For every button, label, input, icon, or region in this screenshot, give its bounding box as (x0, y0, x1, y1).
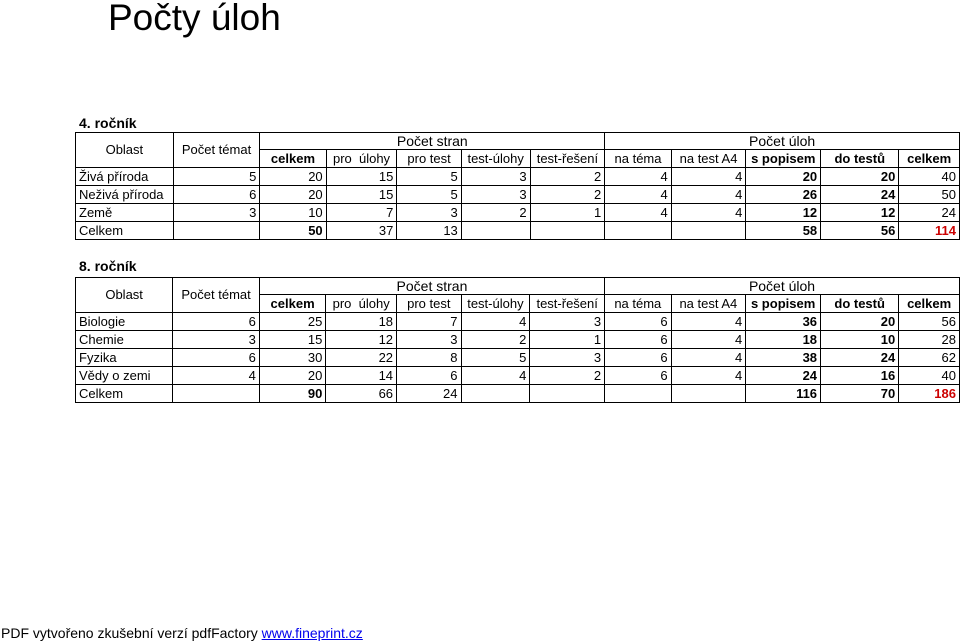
cell-uloh-celkem: 50 (899, 186, 960, 204)
table-row (76, 204, 960, 222)
cell-uloh-celkem: 56 (899, 313, 960, 331)
cell-grand-total: 114 (899, 222, 960, 240)
cell-pro-test: 3 (397, 204, 461, 222)
cell-test-ulohy: 4 (461, 367, 530, 385)
column-header-pocet-temat: Počet témat (173, 278, 260, 313)
cell-pro-ulohy: 22 (326, 349, 397, 367)
cell-do-testu: 12 (821, 204, 899, 222)
cell-na-test-a4: 4 (671, 349, 746, 367)
cell-na-tema: 6 (605, 349, 672, 367)
cell-uloh-celkem: 40 (899, 168, 960, 186)
cell-pro-ulohy: 15 (326, 186, 397, 204)
cell-pocet-temat: 3 (173, 331, 260, 349)
cell-pro-test: 13 (397, 222, 461, 240)
cell-test-reseni: 2 (530, 186, 605, 204)
column-header-test-ulohy: test-úlohy (461, 295, 530, 313)
cell-do-testu: 24 (821, 349, 899, 367)
cell-stran-celkem: 20 (260, 168, 326, 186)
column-header-pocet-uloh: Počet úloh (605, 133, 960, 150)
cell-do-testu: 20 (821, 313, 899, 331)
cell-pro-ulohy: 66 (326, 385, 397, 403)
row-label: Biologie (76, 313, 173, 331)
cell-pro-test: 24 (397, 385, 461, 403)
cell-pocet-temat: 3 (173, 204, 260, 222)
cell-test-ulohy: 4 (461, 313, 530, 331)
column-header-oblast: Oblast (76, 133, 174, 168)
row-label: Neživá příroda (76, 186, 174, 204)
cell-do-testu: 10 (821, 331, 899, 349)
row-label: Živá příroda (76, 168, 174, 186)
cell-s-popisem: 36 (746, 313, 821, 331)
cell-stran-celkem: 90 (259, 385, 325, 403)
column-header-oblast: Oblast (76, 278, 173, 313)
cell-na-tema: 6 (605, 367, 672, 385)
table-total-row (76, 222, 960, 240)
cell-na-tema: 4 (605, 168, 671, 186)
cell-uloh-celkem: 24 (899, 204, 960, 222)
section-heading-8-rocnik: 8. ročník (79, 258, 137, 274)
table-row (76, 349, 960, 367)
column-header-na-tema: na téma (605, 295, 672, 313)
footer-text: PDF vytvořeno zkušební verzí pdfFactory (1, 625, 262, 641)
column-header-test-ulohy: test-úlohy (461, 150, 530, 168)
cell-stran-celkem: 20 (259, 367, 325, 385)
cell-na-test-a4 (671, 222, 746, 240)
footer-note (1, 624, 363, 642)
column-header-pocet-stran: Počet stran (259, 278, 604, 295)
cell-s-popisem: 12 (746, 204, 821, 222)
cell-test-reseni: 3 (530, 349, 605, 367)
table-row (76, 313, 960, 331)
cell-uloh-celkem: 28 (899, 331, 960, 349)
table-row (76, 367, 960, 385)
row-label: Vědy o zemi (76, 367, 173, 385)
cell-test-reseni: 1 (530, 204, 605, 222)
column-header-pro-test: pro test (397, 150, 461, 168)
cell-na-tema: 4 (605, 204, 671, 222)
cell-stran-celkem: 50 (260, 222, 326, 240)
column-header-stran-celkem: celkem (259, 295, 325, 313)
column-header-test-reseni: test-řešení (530, 295, 605, 313)
cell-na-test-a4 (671, 385, 746, 403)
column-header-do-testu: do testů (821, 295, 899, 313)
cell-s-popisem: 26 (746, 186, 821, 204)
cell-stran-celkem: 30 (259, 349, 325, 367)
cell-stran-celkem: 20 (260, 186, 326, 204)
cell-pro-ulohy: 37 (326, 222, 397, 240)
page-title: Počty úloh (108, 0, 281, 38)
cell-do-testu: 24 (821, 186, 899, 204)
cell-pocet-temat: 6 (173, 186, 260, 204)
column-header-na-test-a4: na test A4 (671, 295, 746, 313)
cell-uloh-celkem: 40 (899, 367, 960, 385)
cell-na-tema (605, 385, 672, 403)
cell-na-test-a4: 4 (671, 367, 746, 385)
cell-pro-test: 6 (397, 367, 461, 385)
cell-test-ulohy: 3 (461, 168, 530, 186)
cell-na-test-a4: 4 (671, 168, 746, 186)
row-label: Celkem (76, 385, 173, 403)
row-label: Země (76, 204, 174, 222)
column-header-pro-test: pro test (397, 295, 461, 313)
cell-stran-celkem: 15 (259, 331, 325, 349)
cell-pro-test: 5 (397, 168, 461, 186)
cell-pro-test: 3 (397, 331, 461, 349)
cell-s-popisem: 24 (746, 367, 821, 385)
table-row (76, 168, 960, 186)
cell-pro-test: 7 (397, 313, 461, 331)
cell-pro-ulohy: 15 (326, 168, 397, 186)
cell-test-ulohy (461, 385, 530, 403)
cell-na-test-a4: 4 (671, 186, 746, 204)
column-header-test-reseni: test-řešení (530, 150, 605, 168)
table-header-row (76, 133, 960, 150)
cell-test-reseni: 3 (530, 313, 605, 331)
cell-test-reseni: 2 (530, 168, 605, 186)
table-row (76, 331, 960, 349)
table-4-rocnik (75, 132, 960, 240)
cell-pro-test: 8 (397, 349, 461, 367)
column-header-pocet-uloh: Počet úloh (605, 278, 960, 295)
cell-do-testu: 70 (821, 385, 899, 403)
cell-na-tema: 6 (605, 331, 672, 349)
cell-test-reseni (530, 385, 605, 403)
cell-pro-ulohy: 7 (326, 204, 397, 222)
table-header-row (76, 278, 960, 295)
cell-na-tema: 6 (605, 313, 672, 331)
cell-test-reseni (530, 222, 605, 240)
column-header-uloh-celkem: celkem (899, 295, 960, 313)
cell-pro-ulohy: 12 (326, 331, 397, 349)
cell-test-ulohy: 2 (461, 331, 530, 349)
table-8-rocnik (75, 277, 960, 403)
cell-s-popisem: 116 (746, 385, 821, 403)
cell-test-ulohy: 3 (461, 186, 530, 204)
row-label: Celkem (76, 222, 174, 240)
cell-na-tema (605, 222, 671, 240)
column-header-pro-ulohy: pro úlohy (326, 150, 397, 168)
cell-pro-ulohy: 18 (326, 313, 397, 331)
cell-pocet-temat: 6 (173, 313, 260, 331)
cell-pocet-temat: 4 (173, 367, 260, 385)
cell-pocet-temat (173, 385, 260, 403)
row-label: Fyzika (76, 349, 173, 367)
cell-pocet-temat (173, 222, 260, 240)
footer-link[interactable]: www.fineprint.cz (261, 625, 363, 641)
cell-s-popisem: 38 (746, 349, 821, 367)
cell-do-testu: 56 (821, 222, 899, 240)
column-header-uloh-celkem: celkem (899, 150, 960, 168)
cell-pro-test: 5 (397, 186, 461, 204)
section-heading-4-rocnik: 4. ročník (79, 115, 137, 131)
column-header-do-testu: do testů (821, 150, 899, 168)
cell-pocet-temat: 5 (173, 168, 260, 186)
cell-pro-ulohy: 14 (326, 367, 397, 385)
column-header-na-test-a4: na test A4 (671, 150, 746, 168)
cell-s-popisem: 20 (746, 168, 821, 186)
cell-pocet-temat: 6 (173, 349, 260, 367)
cell-test-ulohy (461, 222, 530, 240)
column-header-stran-celkem: celkem (260, 150, 326, 168)
cell-test-reseni: 2 (530, 367, 605, 385)
column-header-pro-ulohy: pro úlohy (326, 295, 397, 313)
column-header-pocet-temat: Počet témat (173, 133, 260, 168)
cell-do-testu: 16 (821, 367, 899, 385)
cell-na-test-a4: 4 (671, 313, 746, 331)
column-header-pocet-stran: Počet stran (260, 133, 605, 150)
cell-s-popisem: 18 (746, 331, 821, 349)
table-total-row (76, 385, 960, 403)
cell-stran-celkem: 25 (259, 313, 325, 331)
column-header-na-tema: na téma (605, 150, 671, 168)
cell-test-ulohy: 5 (461, 349, 530, 367)
cell-test-ulohy: 2 (461, 204, 530, 222)
row-label: Chemie (76, 331, 173, 349)
table-row (76, 186, 960, 204)
cell-do-testu: 20 (821, 168, 899, 186)
cell-uloh-celkem: 62 (899, 349, 960, 367)
cell-na-test-a4: 4 (671, 204, 746, 222)
cell-grand-total: 186 (899, 385, 960, 403)
cell-s-popisem: 58 (746, 222, 821, 240)
column-header-s-popisem: s popisem (746, 150, 821, 168)
cell-na-tema: 4 (605, 186, 671, 204)
cell-na-test-a4: 4 (671, 331, 746, 349)
cell-stran-celkem: 10 (260, 204, 326, 222)
column-header-s-popisem: s popisem (746, 295, 821, 313)
cell-test-reseni: 1 (530, 331, 605, 349)
